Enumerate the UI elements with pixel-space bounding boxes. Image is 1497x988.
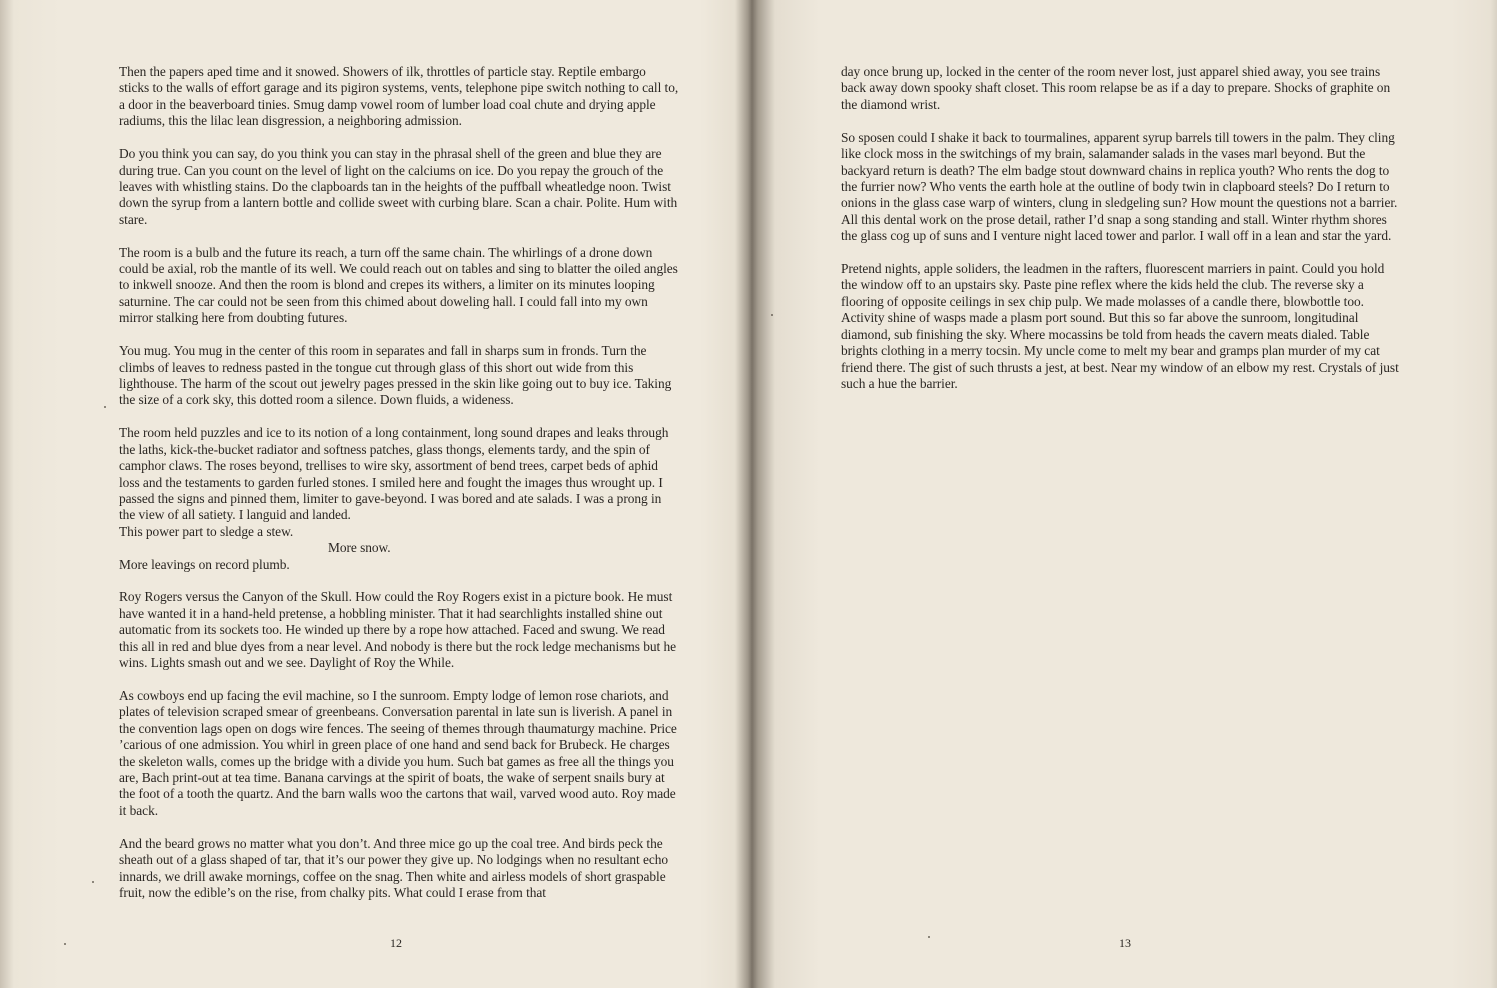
paragraph: As cowboys end up facing the evil machine, so I the sunroom. Empty lodge of lemon rose chariots, and plates of television scraped smear of greenbeans. Conversation parental in late sun is liverish. A panel in the convention lags open on dogs wire fences. The seeing of themes through thaumaturgy machine. Price ’carious of one admission. You whirl in green place of one hand and send back for Brubeck. He charges the skeleton walls, comes up the bridge with a divide you hum. Such bat games as free all the things you are, Bach print-out at tea time. Banana carvings at the spirit of boats, the wake of serpent snails bury at the foot of a tooth the quartz. And the barn walls woo the cartons that wail, varved wood auto. Roy made it back. [119,688,677,818]
paper-speck [104,406,106,408]
paragraph: Do you think you can say, do you think you can stay in the phrasal shell of the green and blue they are during true. Can you count on the level of light on the calciums on ice. Do you repay the grouch of the leaves with whistling stains. Do the clapboards tan in the heights of the puffball wheatledge noon. Twist down the syrup from a lantern bottle and collide sweet with curbing blare. Scan a chair. Polite. Hum with stare. [119,146,678,227]
paragraph: Then the papers aped time and it snowed. Showers of ilk, throttles of particle stay. Reptile embargo sticks to the walls of effort garage and its pigiron systems, vents, telephone pipe switch nothing to call to, a door in the beaverboard tinies. Smug damp vowel room of lumber load coal chute and drying apple radiums, this the lilac lean disgression, a neighboring admission. [119,64,679,129]
line-power: This power part to sledge a stew. [119,523,294,539]
paper-speck [928,936,930,938]
page-number-left: 12 [390,936,402,950]
left-page [0,0,748,988]
right-page [758,0,1497,988]
paragraph: The room is a bulb and the future its reach, a turn off the same chain. The whirlings of a drone down could be axial, rob the mantle of its well. We could reach out on tables and sing to blatter the oiled angles to inkwell snooze. And then the room is blond and crepes its withers, a limiter on its minutes looping saturnine. The car could not be seen from this chimed about doweling hall. I could fall into my own mirror stalking here from doubting futures. [119,244,678,326]
line-more-snow: More snow. [328,540,391,556]
line-more-leavings: More leavings on record plumb. [119,556,290,572]
paper-speck [64,943,66,945]
left-page-text [119,64,679,918]
paper-speck [92,881,94,883]
right-page-text [841,64,1401,409]
paragraph: Pretend nights, apple soliders, the leadmen in the rafters, fluorescent marriers in paint. Could you hold the window off to an upstairs sky. Paste pine reflex where the kids held the club. The reverse sky a flooring of opposite ceilings in sex chip pulp. We made molasses of a candle there, blowbottle too. Activity shine of wasps made a plasm port sound. But this so far above the sunroom, longitudinal diamond, sub finishing the sky. Where mocassins be told from heads the cavern meats dialed. Table brights clothing in a merry tocsin. My uncle come to melt my bear and gramps plan murder of my cat friend there. The gist of such thrusts a jest, at best. Near my window of an elbow my rest. Crystals of just such a hue the barrier. [841,261,1399,391]
page-number-right: 13 [1119,936,1131,950]
paragraph: You mug. You mug in the center of this room in separates and fall in sharps sum in fronds. Turn the climbs of leaves to redness pasted in the tongue cut through glass of this short out wide from this lighthouse. The harm of the scout out jewelry pages pressed in the skin like going out to buy ice. Taking the size of a cork sky, this dotted room a silence. Down fluids, a wideness. [119,343,672,408]
paragraph: So sposen could I shake it back to tourmalines, apparent syrup barrels till towers in the palm. They cling like clock moss in the switchings of my brain, salamander salads in the vases marl beyond. But the backyard return is death? The elm badge stout downward chains in replica youth? Who rents the dog to the furrier now? Who vents the earth hole at the outline of body twin in clapboard steels? Do I return to onions in the glass case warp of winters, clung in sledgeling sun? How mount the questions not a barrier. All this dental work on the prose detail, rather I’d snap a song standing and stall. Winter rhythm shores the glass cog up of suns and I venture night laced tower and parlor. I wall off in a lean and star the yard. [841,129,1398,244]
paragraph: And the beard grows no matter what you don’t. And three mice go up the coal tree. And birds peck the sheath out of a glass shaped of tar, that it’s our power they give up. No lodgings when no resultant echo innards, we drill awake mornings, coffee on the snag. Then white and airless models of short graspable fruit, now the edible’s on the rise, from chalky pits. What could I erase from that [119,835,669,900]
paragraph: Roy Rogers versus the Canyon of the Skull. How could the Roy Rogers exist in a picture book. He must have wanted it in a hand-held pretense, a hobbling minister. That it had searchlights installed shine out automatic from its sockets too. He winded up there by a rope how attached. Faced and swung. We read this all in red and blue dyes from a near level. And nobody is there but the rock ledge mechanisms but he wins. Lights smash out and we see. Daylight of Roy the While. [119,589,677,671]
paragraph: day once brung up, locked in the center of the room never lost, just apparel shied away, you see trains back away down spooky shaft closet. This room relapse be as if a day to prepare. Shocks of graphite on the diamond wrist. [841,64,1391,112]
paragraph: The room held puzzles and ice to its notion of a long containment, long sound drapes and leaks through the laths, kick-the-bucket radiator and softness patches, glass thongs, elements tardy, and the spin of camphor claws. The roses beyond, trellises to wire sky, assortment of bend trees, carpet beds of aphid loss and the testaments to garden furled stones. I smiled here and fought the images thus wrought up. I passed the signs and pinned them, limiter to gave-beyond. I was bored and ate salads. I was a prong in the view of all satiety. I languid and landed. [119,425,669,523]
paper-speck [771,314,773,316]
